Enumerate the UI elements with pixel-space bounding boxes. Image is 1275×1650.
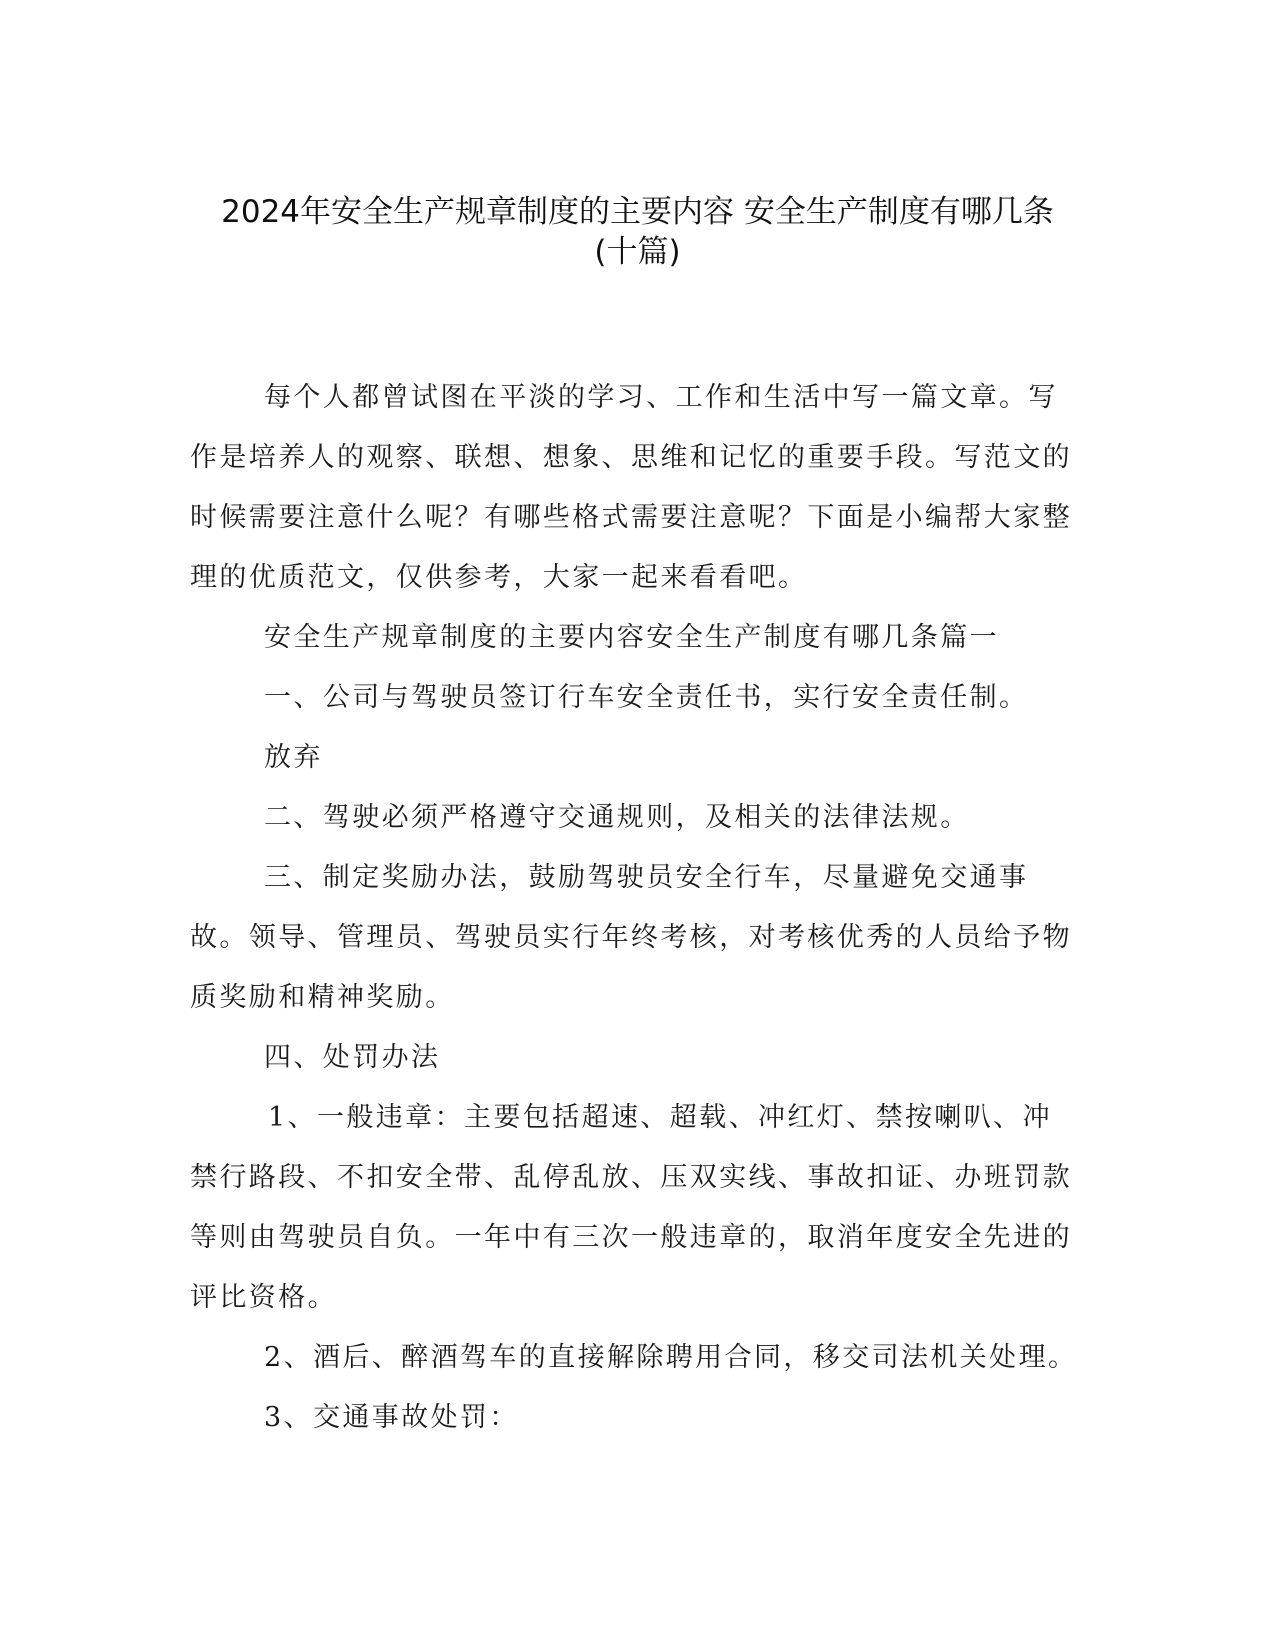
rule-item-3: 三、制定奖励办法，鼓励驾驶员安全行车，尽量避免交通事故。领导、管理员、驾驶员实行年终考核，对考核优秀的人员给予物质奖励和精神奖励。 xyxy=(190,862,1072,1013)
note-text: 放弃 xyxy=(264,742,323,773)
intro-paragraph: 每个人都曾试图在平淡的学习、工作和生活中写一篇文章。写作是培养人的观察、联想、想象、思维和记忆的重要手段。写范文的时候需要注意什么呢？有哪些格式需要注意呢？下面是小编帮大家整理的优质范文，仅供参考，大家一起来看看吧。 xyxy=(190,382,1072,593)
section-heading: 安全生产规章制度的主要内容安全生产制度有哪几条篇一 xyxy=(264,622,999,653)
penalty-item-1: 1、一般违章：主要包括超速、超载、冲红灯、禁按喇叭、冲禁行路段、不扣安全带、乱停乱放、压双实线、事故扣证、办班罚款等则由驾驶员自负。一年中有三次一般违章的，取消年度安全先进的评比资格。 xyxy=(190,1102,1072,1313)
document-title-line-2: (十篇) xyxy=(594,234,681,270)
penalty-item-2: 2、酒后、醉酒驾车的直接解除聘用合同，移交司法机关处理。 xyxy=(264,1342,1078,1373)
rule-item-4: 四、处罚办法 xyxy=(264,1042,441,1073)
document-title-line-1: 2024年安全生产规章制度的主要内容 安全生产制度有哪几条 xyxy=(221,194,1054,230)
penalty-item-3: 3、交通事故处罚： xyxy=(264,1402,519,1433)
rule-item-2: 二、驾驶必须严格遵守交通规则，及相关的法律法规。 xyxy=(264,802,970,833)
document-body xyxy=(190,368,1080,1448)
rule-item-1: 一、公司与驾驶员签订行车安全责任书，实行安全责任制。 xyxy=(264,682,1029,713)
